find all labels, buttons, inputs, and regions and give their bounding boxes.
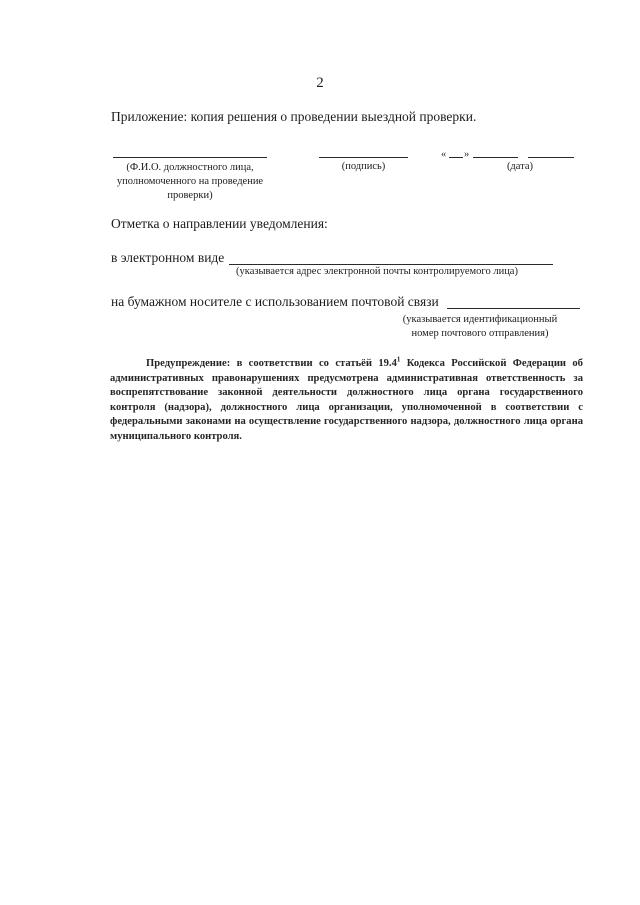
paper-hint-line2: номер почтового отправления): [411, 328, 549, 339]
electronic-line: [229, 264, 553, 265]
warning-part1: Предупреждение: в соответствии со статьёй 19.4: [146, 358, 397, 369]
warning-part2: Кодекса Российской Федерации об административных правонарушениях предусмотрена административная ответственность за воспрепятствование законной деятельности должностного лица органа государственного контроля (надзора), должностного лица организации, уполномоченной в соответствии с федеральными законами на осуществление государственного надзора, должностного лица органа муниципального контроля.: [110, 358, 583, 442]
date-year-line: [528, 157, 574, 158]
warning-paragraph: [110, 357, 583, 444]
official-name-line: [113, 157, 267, 158]
date-quote-open: «: [441, 149, 447, 160]
official-label: [100, 161, 280, 203]
official-label-line2: уполномоченного на проведение: [116, 176, 264, 187]
signature-line: [319, 157, 408, 158]
date-month-line: [473, 157, 518, 158]
official-label-line1: (Ф.И.О. должностного лица,: [126, 162, 254, 173]
signature-label: (подпись): [341, 161, 386, 172]
warning-superscript: 1: [396, 355, 401, 364]
paper-hint-line1: (указывается идентификационный: [402, 314, 558, 325]
date-quote-close: »: [464, 149, 470, 160]
page-number: 2: [316, 75, 324, 91]
official-label-line3: проверки): [167, 190, 213, 201]
paper-line: [447, 308, 580, 309]
attachment-note: Приложение: копия решения о проведении выездной проверки.: [111, 109, 477, 124]
electronic-label: в электронном виде: [111, 250, 225, 265]
paper-hint: [380, 313, 580, 341]
date-label: (дата): [506, 161, 534, 172]
notification-title: Отметка о направлении уведомления:: [111, 216, 328, 231]
electronic-hint: (указывается адрес электронной почты контролируемого лица): [236, 266, 518, 277]
paper-label: на бумажном носителе с использованием почтовой связи: [111, 294, 439, 309]
date-day-line: [449, 157, 463, 158]
